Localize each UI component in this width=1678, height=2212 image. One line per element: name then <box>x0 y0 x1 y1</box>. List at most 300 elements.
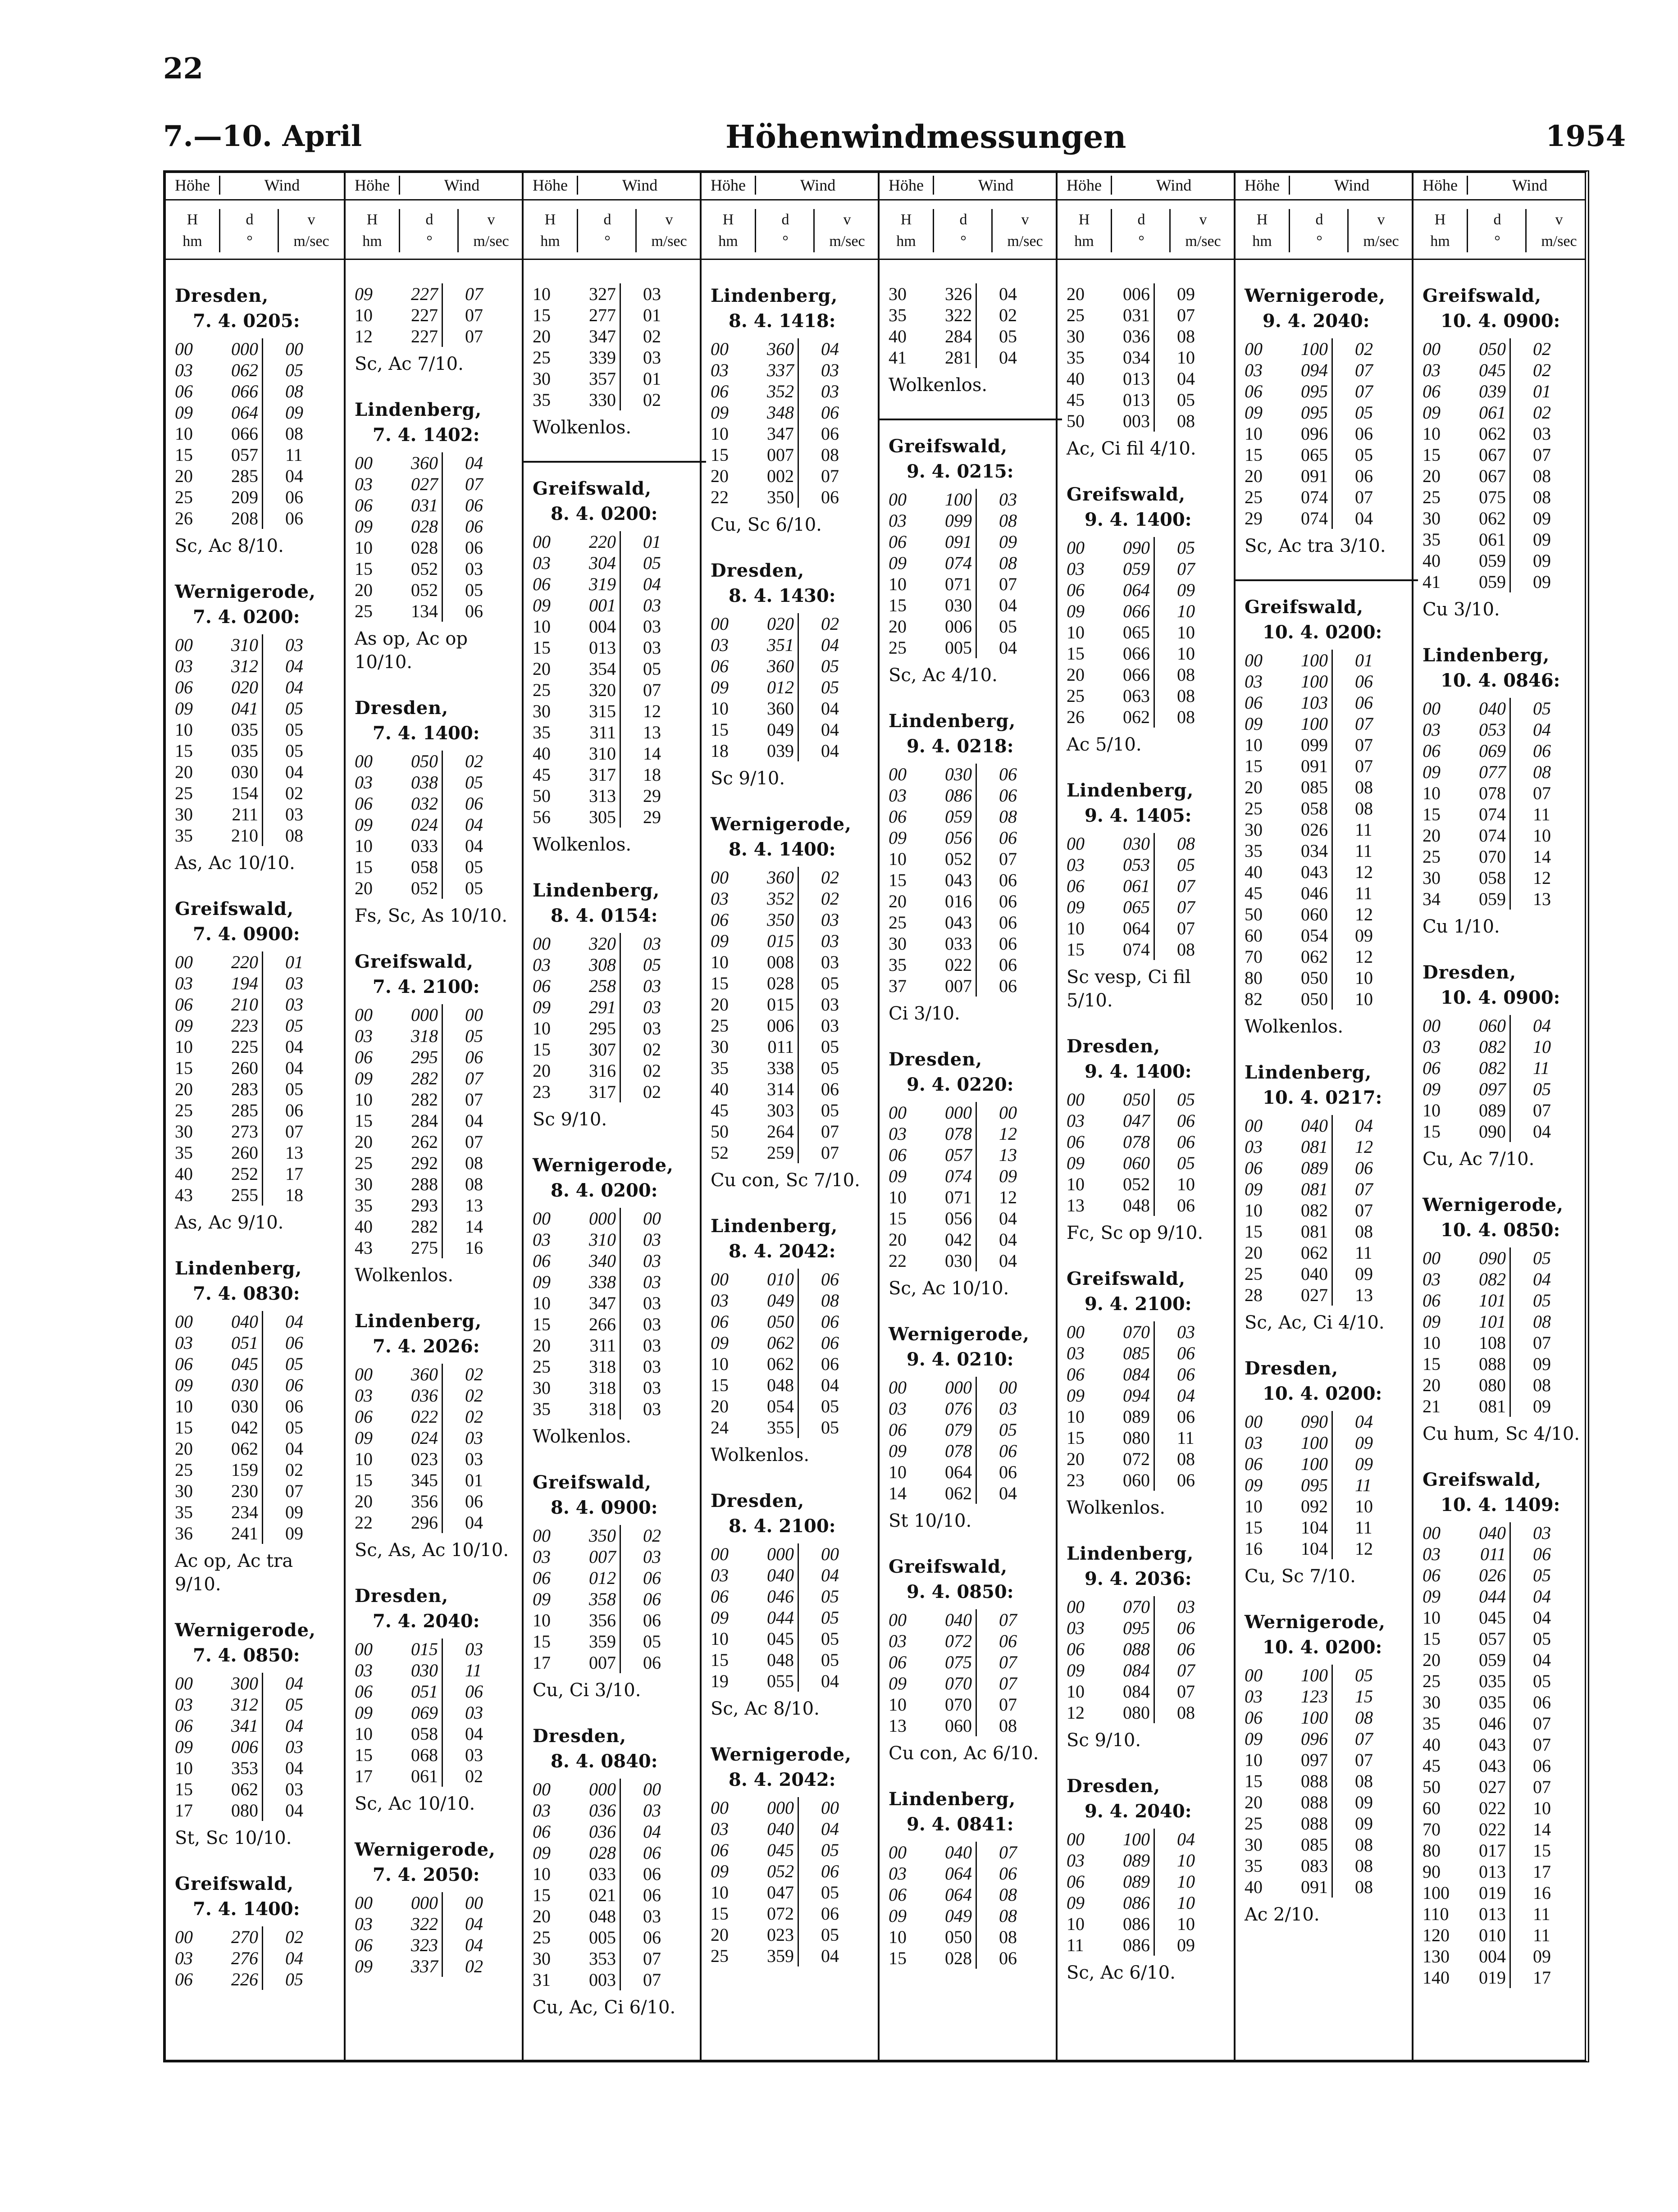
table-row <box>1067 347 1231 368</box>
direction-cell: 059 <box>1468 1649 1511 1670</box>
direction-cell: 007 <box>934 975 977 997</box>
station-heading <box>889 1322 1053 1372</box>
height-cell: 00 <box>889 1842 907 1862</box>
station-datetime: 7. 4. 0200: <box>193 606 300 628</box>
height-cell: 10 <box>533 284 551 304</box>
table-row <box>1423 1776 1587 1798</box>
direction-cell: 061 <box>1112 875 1155 897</box>
height-cell: 70 <box>1245 947 1263 967</box>
height-cell: 06 <box>175 1716 193 1736</box>
height-cell: 30 <box>1245 819 1263 840</box>
table-row <box>1067 410 1231 432</box>
direction-cell: 011 <box>1468 1543 1511 1565</box>
speed-cell: 03 <box>643 1293 661 1313</box>
speed-cell: 03 <box>643 1018 661 1038</box>
table-row <box>1245 1263 1409 1284</box>
table-row <box>175 1417 339 1438</box>
table-row <box>175 1673 339 1694</box>
table-row <box>889 1461 1053 1483</box>
table-row <box>355 1470 519 1491</box>
direction-cell: 035 <box>220 719 263 740</box>
speed-cell: 05 <box>1533 698 1551 719</box>
section-divider <box>880 419 1062 420</box>
height-cell: 10 <box>1423 1333 1441 1353</box>
table-row <box>889 1102 1053 1123</box>
speed-cell: 13 <box>999 1145 1017 1165</box>
speed-cell: 02 <box>643 1525 661 1546</box>
height-cell: 00 <box>1067 1089 1085 1110</box>
weather-note: Wolkenlos. <box>1245 1016 1344 1037</box>
height-cell: 25 <box>175 1460 193 1480</box>
direction-cell: 070 <box>1468 846 1511 867</box>
table-row <box>1245 1496 1409 1517</box>
direction-cell: 100 <box>934 489 977 510</box>
direction-cell: 079 <box>934 1419 977 1440</box>
speed-cell: 08 <box>1355 777 1373 797</box>
speed-cell: 03 <box>643 1800 661 1821</box>
table-row <box>175 740 339 761</box>
height-cell: 25 <box>175 1100 193 1120</box>
table-row <box>711 1332 875 1353</box>
speed-cell: 12 <box>1355 1137 1373 1157</box>
direction-cell: 356 <box>400 1491 443 1512</box>
direction-cell: 028 <box>400 537 443 558</box>
height-cell: 30 <box>175 804 193 824</box>
station-datetime: 8. 4. 1400: <box>729 839 836 860</box>
direction-cell: 065 <box>1112 622 1155 643</box>
station-heading <box>711 558 875 609</box>
height-cell: 03 <box>355 1026 373 1046</box>
table-row <box>1067 643 1231 664</box>
table-row <box>1423 1649 1587 1670</box>
table-row <box>175 1100 339 1121</box>
direction-cell: 354 <box>578 658 621 679</box>
height-cell: 15 <box>355 1470 373 1490</box>
direction-cell: 062 <box>1468 423 1511 444</box>
table-row <box>175 1757 339 1779</box>
direction-cell: 303 <box>756 1100 799 1121</box>
direction-cell: 347 <box>756 423 799 444</box>
speed-cell: 16 <box>465 1238 483 1258</box>
table-row <box>533 1800 697 1821</box>
weather-note: Cu hum, Sc 4/10. <box>1423 1424 1580 1444</box>
header-H: H <box>1434 211 1446 228</box>
height-cell: 26 <box>175 508 193 528</box>
direction-cell: 255 <box>220 1184 263 1206</box>
direction-cell: 013 <box>1112 389 1155 410</box>
table-row <box>533 1060 697 1081</box>
table-row <box>533 1906 697 1927</box>
speed-cell: 03 <box>285 1779 303 1799</box>
direction-cell: 003 <box>1112 410 1155 432</box>
table-row <box>889 531 1053 552</box>
header-H: H <box>1078 211 1090 228</box>
height-cell: 34 <box>1423 889 1441 909</box>
table-row <box>355 305 519 326</box>
table-row <box>889 1926 1053 1948</box>
height-cell: 06 <box>711 910 729 930</box>
direction-cell: 044 <box>1468 1586 1511 1607</box>
height-cell: 00 <box>175 1927 193 1947</box>
direction-cell: 042 <box>934 1229 977 1250</box>
station-name: Lindenberg, <box>533 880 660 901</box>
speed-cell: 05 <box>465 878 483 898</box>
table-row <box>1067 1427 1231 1448</box>
table-row <box>355 1385 519 1406</box>
speed-cell: 06 <box>999 976 1017 996</box>
direction-cell: 347 <box>578 1293 621 1314</box>
table-row <box>355 1004 519 1025</box>
table-row <box>711 888 875 909</box>
station-datetime: 9. 4. 0215: <box>907 461 1014 482</box>
header-v: v <box>1021 211 1029 228</box>
direction-cell: 359 <box>578 1631 621 1652</box>
speed-cell: 02 <box>465 1766 483 1786</box>
speed-cell: 03 <box>643 976 661 996</box>
height-cell: 25 <box>1067 686 1085 706</box>
table-row <box>175 825 339 846</box>
direction-cell: 067 <box>1468 465 1511 487</box>
table-row <box>533 1039 697 1060</box>
speed-cell: 04 <box>285 1037 303 1057</box>
speed-cell: 04 <box>1533 1586 1551 1607</box>
direction-cell: 040 <box>220 1311 263 1332</box>
speed-cell: 01 <box>1533 381 1551 401</box>
direction-cell: 081 <box>1290 1221 1333 1242</box>
height-cell: 03 <box>1245 1433 1263 1453</box>
height-cell: 03 <box>1423 719 1441 740</box>
height-cell: 09 <box>1423 762 1441 782</box>
speed-cell: 04 <box>1355 508 1373 528</box>
table-row <box>175 1353 339 1375</box>
speed-cell: 02 <box>1533 402 1551 423</box>
table-row <box>175 994 339 1015</box>
speed-cell: 04 <box>1177 369 1195 389</box>
speed-cell: 08 <box>1533 1311 1551 1332</box>
table-row <box>355 1744 519 1766</box>
table-row <box>889 1419 1053 1440</box>
table-row <box>1423 1522 1587 1543</box>
table-row <box>355 1025 519 1047</box>
speed-cell: 09 <box>1355 1433 1373 1453</box>
table-row <box>355 1723 519 1744</box>
table-row <box>533 997 697 1018</box>
weather-note: St 10/10. <box>889 1511 972 1531</box>
table-row <box>1423 1692 1587 1713</box>
speed-cell: 00 <box>999 1102 1017 1123</box>
height-cell: 06 <box>533 1821 551 1842</box>
speed-cell: 07 <box>999 1652 1017 1672</box>
height-cell: 40 <box>355 1216 373 1237</box>
height-cell: 00 <box>355 751 373 771</box>
table-row <box>711 1839 875 1861</box>
table-row <box>533 1229 697 1250</box>
station-datetime: 9. 4. 1405: <box>1085 805 1192 826</box>
direction-cell: 013 <box>578 637 621 658</box>
header-height-unit <box>346 209 399 252</box>
table-row <box>533 1779 697 1800</box>
direction-cell: 322 <box>934 305 977 326</box>
direction-cell: 023 <box>400 1448 443 1470</box>
direction-cell: 043 <box>1290 861 1333 883</box>
speed-cell: 03 <box>643 1547 661 1567</box>
direction-cell: 000 <box>934 1102 977 1123</box>
direction-cell: 092 <box>1290 1496 1333 1517</box>
station-name: Lindenberg, <box>1423 645 1550 666</box>
speed-cell: 05 <box>285 741 303 761</box>
direction-cell: 319 <box>578 573 621 595</box>
station-datetime: 10. 4. 0900: <box>1441 310 1560 332</box>
speed-cell: 12 <box>643 701 661 721</box>
table-row <box>533 531 697 552</box>
weather-note: Sc, Ac 7/10. <box>355 354 464 374</box>
speed-cell: 06 <box>1533 1692 1551 1712</box>
station-name: Dresden, <box>1423 962 1517 983</box>
speed-cell: 06 <box>643 1652 661 1673</box>
height-cell: 03 <box>175 1333 193 1353</box>
height-cell: 15 <box>1423 1629 1441 1649</box>
table-row <box>175 804 339 825</box>
direction-cell: 104 <box>1290 1538 1333 1559</box>
height-cell: 20 <box>175 762 193 782</box>
direction-cell: 313 <box>578 785 621 806</box>
speed-cell: 03 <box>643 1378 661 1398</box>
direction-cell: 039 <box>756 740 799 761</box>
speed-cell: 06 <box>643 1843 661 1863</box>
speed-cell: 06 <box>465 537 483 558</box>
speed-cell: 08 <box>1355 1707 1373 1728</box>
height-cell: 45 <box>1067 390 1085 410</box>
speed-cell: 05 <box>1533 1565 1551 1585</box>
table-row <box>889 1229 1053 1250</box>
table-row <box>533 954 697 975</box>
direction-cell: 045 <box>756 1839 799 1861</box>
height-cell: 10 <box>175 1396 193 1416</box>
table-row <box>1245 840 1409 861</box>
direction-cell: 023 <box>756 1924 799 1945</box>
direction-cell: 062 <box>756 1353 799 1375</box>
weather-note: Sc, Ac 8/10. <box>711 1698 820 1719</box>
station-name: Dresden, <box>711 1490 805 1511</box>
direction-cell: 353 <box>220 1757 263 1779</box>
table-row <box>1245 508 1409 529</box>
speed-cell: 09 <box>1355 1264 1373 1284</box>
speed-cell: 11 <box>465 1660 482 1680</box>
height-cell: 06 <box>1067 580 1085 600</box>
height-cell: 25 <box>1423 1671 1441 1691</box>
station-name: Lindenberg, <box>355 399 482 420</box>
table-row <box>1067 326 1231 347</box>
height-cell: 15 <box>533 1314 551 1334</box>
direction-cell: 045 <box>220 1353 263 1375</box>
table-row <box>533 679 697 701</box>
weather-note: Fs, Sc, As 10/10. <box>355 906 508 926</box>
weather-note: Sc, Ac, Ci 4/10. <box>1245 1312 1385 1333</box>
direction-cell: 291 <box>578 997 621 1018</box>
table-row <box>355 1237 519 1258</box>
height-cell: 30 <box>355 1174 373 1194</box>
speed-cell: 04 <box>285 762 303 782</box>
table-row <box>533 1588 697 1610</box>
height-cell: 06 <box>355 495 373 515</box>
header-height-unit <box>1414 209 1467 252</box>
height-cell: 50 <box>533 786 551 806</box>
direction-cell: 070 <box>934 1673 977 1694</box>
height-cell: 15 <box>355 857 373 877</box>
speed-cell: 06 <box>1177 1470 1195 1490</box>
height-cell: 03 <box>1067 1343 1085 1363</box>
direction-cell: 074 <box>1290 487 1333 508</box>
table-row <box>175 1079 339 1100</box>
direction-cell: 100 <box>1290 650 1333 671</box>
speed-cell: 04 <box>285 1311 303 1332</box>
direction-cell: 047 <box>1112 1110 1155 1131</box>
station-heading <box>1245 1610 1409 1660</box>
height-cell: 80 <box>1423 1840 1441 1861</box>
table-row <box>175 1502 339 1523</box>
height-cell: 03 <box>1245 671 1263 692</box>
speed-cell: 05 <box>285 1354 303 1374</box>
speed-cell: 08 <box>1533 762 1551 782</box>
column-body <box>355 283 519 1977</box>
table-row <box>711 1903 875 1924</box>
table-row <box>1067 1871 1231 1892</box>
speed-cell: 06 <box>1177 1364 1195 1384</box>
direction-cell: 033 <box>400 835 443 856</box>
table-row <box>533 305 697 326</box>
table-row <box>533 743 697 764</box>
speed-cell: 14 <box>1533 1819 1551 1839</box>
speed-cell: 08 <box>999 1716 1017 1736</box>
height-cell: 06 <box>175 994 193 1015</box>
height-cell: 03 <box>711 1819 729 1839</box>
height-cell: 20 <box>355 580 373 600</box>
station-name: Wernigerode, <box>533 1155 674 1176</box>
table-row <box>711 487 875 508</box>
direction-cell: 282 <box>400 1216 443 1237</box>
direction-cell: 015 <box>756 930 799 951</box>
height-cell: 09 <box>889 1166 907 1186</box>
table-row <box>175 1396 339 1417</box>
speed-cell: 03 <box>285 973 303 993</box>
table-row <box>533 1377 697 1398</box>
direction-cell: 072 <box>756 1903 799 1924</box>
height-cell: 06 <box>1423 1565 1441 1585</box>
height-cell: 15 <box>711 719 729 740</box>
column-body <box>1245 283 1409 1948</box>
height-cell: 15 <box>1423 445 1441 465</box>
table-row <box>533 1250 697 1271</box>
height-cell: 00 <box>1067 1829 1085 1849</box>
weather-note: Sc, Ac 10/10. <box>355 1793 475 1814</box>
direction-cell: 060 <box>934 1715 977 1736</box>
height-cell: 06 <box>1245 381 1263 401</box>
height-cell: 25 <box>1423 847 1441 867</box>
table-row <box>1423 1036 1587 1057</box>
direction-cell: 360 <box>400 452 443 473</box>
station-heading <box>889 1554 1053 1605</box>
height-cell: 20 <box>533 1060 551 1081</box>
height-cell: 30 <box>533 369 551 389</box>
height-cell: 35 <box>1245 841 1263 861</box>
station-name: Wernigerode, <box>175 1620 316 1641</box>
height-cell: 00 <box>1423 698 1441 719</box>
speed-cell: 06 <box>1533 1544 1551 1564</box>
height-cell: 15 <box>711 1375 729 1395</box>
weather-note: Cu, Ac, Ci 6/10. <box>533 1997 676 2018</box>
table-row <box>1245 1834 1409 1855</box>
speed-cell: 08 <box>1355 1856 1373 1876</box>
table-row <box>711 360 875 381</box>
speed-cell: 11 <box>1533 1925 1550 1945</box>
header-msec: m/sec <box>473 233 509 250</box>
speed-cell: 02 <box>1533 360 1551 380</box>
direction-cell: 059 <box>934 806 977 827</box>
header-d: d <box>1315 211 1323 228</box>
height-cell: 10 <box>355 836 373 856</box>
height-cell: 10 <box>711 423 729 444</box>
station-name: Lindenberg, <box>711 1215 838 1237</box>
height-cell: 06 <box>711 656 729 676</box>
speed-cell: 05 <box>1533 1079 1551 1099</box>
height-cell: 23 <box>1067 1470 1085 1490</box>
direction-cell: 330 <box>578 389 621 410</box>
direction-cell: 045 <box>756 1628 799 1649</box>
speed-cell: 10 <box>1533 1037 1551 1057</box>
speed-cell: 06 <box>465 1681 483 1702</box>
table-row <box>889 933 1053 954</box>
direction-cell: 005 <box>578 1927 621 1948</box>
speed-cell: 07 <box>1533 1777 1551 1797</box>
direction-cell: 089 <box>1112 1850 1155 1871</box>
direction-cell: 292 <box>400 1152 443 1174</box>
direction-cell: 042 <box>220 1417 263 1438</box>
height-cell: 40 <box>1245 1877 1263 1897</box>
speed-cell: 04 <box>1533 1015 1551 1036</box>
direction-cell: 074 <box>934 552 977 573</box>
height-cell: 15 <box>889 595 907 615</box>
height-cell: 120 <box>1423 1925 1450 1945</box>
speed-cell: 16 <box>1533 1883 1551 1903</box>
station-datetime: 10. 4. 0200: <box>1263 622 1382 643</box>
speed-cell: 07 <box>821 466 839 486</box>
station-name: Greifswald, <box>533 1472 652 1493</box>
station-heading <box>1423 960 1587 1010</box>
table-row <box>1067 601 1231 622</box>
station-name: Lindenberg, <box>889 1789 1016 1810</box>
table-row <box>1067 1596 1231 1617</box>
header-msec: m/sec <box>1363 233 1399 250</box>
direction-cell: 078 <box>934 1123 977 1144</box>
table-row <box>355 1216 519 1237</box>
height-cell: 50 <box>1423 1777 1441 1797</box>
table-row <box>175 487 339 508</box>
speed-cell: 03 <box>1177 1322 1195 1342</box>
speed-cell: 10 <box>1177 1174 1195 1194</box>
direction-cell: 046 <box>1468 1713 1511 1734</box>
table-row <box>1423 1586 1587 1607</box>
speed-cell: 03 <box>643 1335 661 1356</box>
speed-cell: 03 <box>643 1356 661 1377</box>
table-row <box>533 933 697 954</box>
station-datetime: 10. 4. 0200: <box>1263 1637 1382 1658</box>
speed-cell: 11 <box>1177 1428 1195 1448</box>
table-row <box>1423 1057 1587 1079</box>
height-cell: 15 <box>711 445 729 465</box>
direction-cell: 064 <box>934 1461 977 1483</box>
table-row <box>889 1652 1053 1673</box>
table-row <box>889 1250 1053 1271</box>
